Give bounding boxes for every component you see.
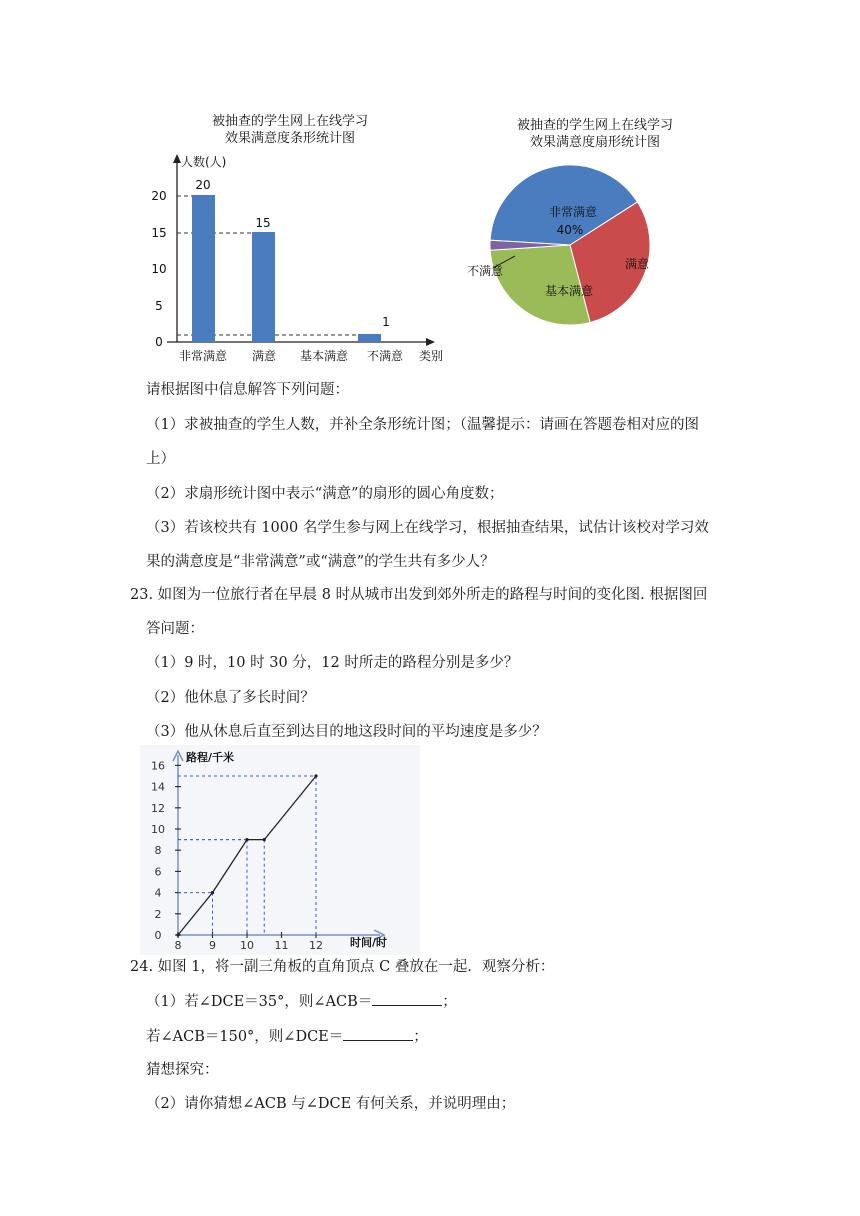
- q22-intro: 请根据图中信息解答下列问题：: [146, 382, 349, 398]
- bar-category-label: 满意: [251, 349, 277, 363]
- bar-value-label: 1: [382, 315, 390, 329]
- line-y-tick-label: 14: [151, 780, 165, 794]
- line-point: [245, 838, 248, 841]
- bar-x-axis-label: 类别: [419, 349, 444, 363]
- q24-stem: 24. 如图 1，将一副三角板的直角顶点 C 叠放在一起．观察分析：: [130, 959, 555, 975]
- bar-category-label: 基本满意: [299, 349, 349, 363]
- q24-part1b-text: 若∠ACB＝150°，则∠DCE＝: [146, 1029, 344, 1045]
- line-point: [211, 891, 214, 894]
- line-y-tick-label: 10: [151, 823, 165, 836]
- bar-category-label: 非常满意: [178, 349, 228, 363]
- q23-stem-line1: 23. 如图为一位旅行者在早晨 8 时从城市出发到郊外所走的路程与时间的变化图. 根据图回: [130, 587, 708, 603]
- line-y-tick-label: 16: [151, 759, 165, 773]
- line-y-tick-label: 8: [154, 844, 162, 858]
- line-x-tick-label: 12: [309, 939, 323, 952]
- pie-chart-title-line1: 被抽查的学生网上在线学习: [516, 118, 673, 133]
- line-y-tick-label: 6: [154, 865, 162, 879]
- pie-chart-title: [475, 117, 715, 151]
- bar-y-tick-label: 20: [151, 189, 167, 203]
- bar-y-axis-arrow: [173, 154, 181, 163]
- bar-y-tick-label: 5: [155, 299, 163, 313]
- bar-y-tick-label: 0: [155, 335, 163, 349]
- q22-part1-line1: （1）求被抽查的学生人数，并补全条形统计图；（温馨提示：请画在答题卷相对应的图: [146, 417, 699, 433]
- q22-part3-line1: （3）若该校共有 1000 名学生参与网上在线学习，根据抽查结果，试估计该校对学习效: [146, 520, 709, 536]
- bar-category-label: 不满意: [366, 349, 404, 363]
- bar-y-axis-label: 人数(人): [181, 155, 227, 169]
- line-point: [263, 838, 266, 841]
- bar-y-tick-label: 10: [151, 262, 167, 276]
- bar-chart: [145, 150, 455, 370]
- line-x-tick-label: 9: [209, 939, 216, 952]
- q24-part1b-end: ；: [413, 1029, 428, 1045]
- line-x-tick-label: 10: [240, 939, 254, 952]
- line-chart: [140, 745, 420, 955]
- line-point: [314, 774, 317, 777]
- q24-part2: （2）请你猜想∠ACB 与∠DCE 有何关系，并说明理由；: [146, 1096, 516, 1112]
- answer-blank-acb[interactable]: [372, 991, 442, 1006]
- line-point: [176, 933, 179, 936]
- bar-chart-title: [170, 113, 410, 147]
- bar-unsatisfied: [358, 334, 381, 342]
- bar-y-tick-label: 15: [151, 226, 167, 240]
- bar-satisfied: [252, 232, 275, 342]
- pie-chart-title-line2: 效果满意度扇形统计图: [529, 135, 660, 150]
- answer-blank-dce[interactable]: [343, 1026, 413, 1041]
- pie-label-basic: 基本满意: [544, 284, 594, 298]
- q22-part2: （2）求扇形统计图中表示“满意”的扇形的圆心角度数；: [146, 486, 504, 502]
- q22-part3-line2: 果的满意度是“非常满意”或“满意”的学生共有多少人？: [146, 554, 495, 570]
- bar-chart-title-line1: 被抽查的学生网上在线学习: [211, 114, 368, 129]
- q23-stem-line2: 答问题：: [146, 621, 204, 637]
- line-y-tick-label: 2: [154, 907, 162, 921]
- line-y-tick-label: 0: [154, 929, 162, 942]
- bar-value-label: 15: [255, 216, 271, 230]
- pie-chart: [455, 150, 685, 340]
- line-x-axis-label: 时间/时: [350, 936, 388, 949]
- line-x-tick-label: 8: [174, 939, 182, 952]
- q24-part1a-end: ；: [442, 994, 457, 1010]
- pie-label-unsatisfied: 不满意: [466, 264, 504, 278]
- q24-part1a: [146, 991, 457, 1012]
- bar-x-axis-arrow: [426, 338, 435, 346]
- line-y-tick-label: 4: [154, 886, 162, 900]
- line-y-tick-label: 12: [151, 801, 165, 815]
- q24-part1a-text: （1）若∠DCE＝35°，则∠ACB＝: [146, 994, 373, 1010]
- q24-part1b: [146, 1026, 428, 1047]
- line-x-tick-label: 11: [274, 939, 289, 952]
- q24-guess-heading: 猜想探究：: [146, 1062, 219, 1078]
- bar-chart-title-line2: 效果满意度条形统计图: [224, 131, 355, 146]
- line-y-axis-label: 路程/千米: [186, 751, 235, 764]
- pie-label-very-satisfied-pct: 40%: [556, 223, 584, 237]
- bar-value-label: 20: [195, 178, 211, 192]
- bar-very-satisfied: [192, 195, 215, 342]
- q22-part1-line2: 上）: [146, 451, 175, 467]
- pie-label-satisfied: 满意: [624, 257, 650, 271]
- pie-label-very-satisfied: 非常满意: [548, 205, 598, 219]
- q23-part2: （2）他休息了多长时间？: [146, 690, 315, 706]
- q23-part3: （3）他从休息后直至到达目的地这段时间的平均速度是多少？: [146, 724, 547, 740]
- q23-part1: （1）9 时，10 时 30 分，12 时所走的路程分别是多少？: [146, 655, 519, 671]
